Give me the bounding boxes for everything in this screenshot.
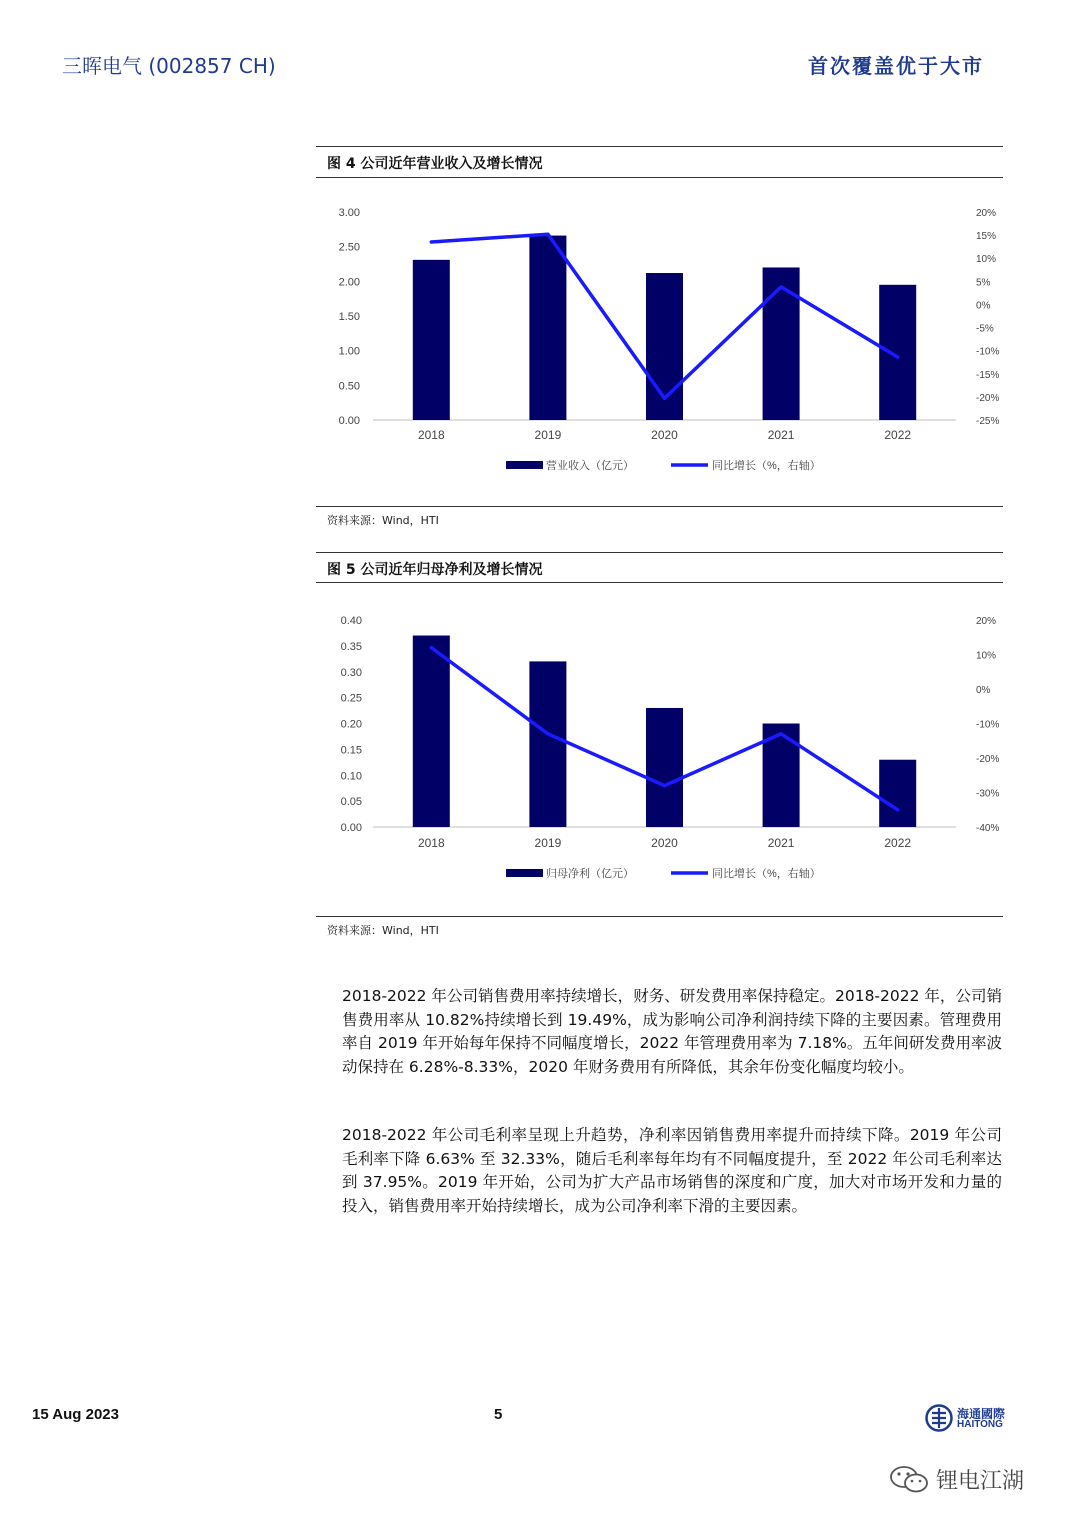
left-axis-tick-label: 1.00 [338, 345, 360, 358]
bar-2020 [646, 708, 683, 827]
x-tick-label: 2019 [534, 428, 562, 442]
left-axis-tick-label: 0.25 [340, 692, 362, 705]
right-axis-tick-label: 0% [976, 300, 991, 312]
legend-line-label: 同比增长（%，右轴） [712, 868, 821, 880]
x-tick-label: 2022 [884, 428, 912, 442]
x-tick-label: 2020 [651, 428, 678, 442]
left-axis-tick-label: 2.00 [338, 276, 360, 289]
figure-top-rule [316, 552, 1003, 553]
right-axis-tick-label: -10% [976, 719, 1000, 731]
right-axis-tick-label: -40% [976, 823, 1000, 834]
left-axis-tick-label: 2.50 [338, 241, 360, 254]
haitong-logo [925, 1402, 1015, 1434]
left-axis-tick-label: 0.10 [340, 770, 362, 783]
left-axis-tick-label: 0.20 [340, 718, 362, 731]
paragraph-margins: 2018-2022 年公司毛利率呈现上升趋势，净利率因销售费用率提升而持续下降。2019 年公司毛利率下降 6.63% 至 32.33%，随后毛利率每年均有不同幅度提升，至 2022 年公司毛利率达到 37.95%。2019 年开始，公司为扩大产品市场销售的深度和广度，加大对市场开发和力量的投入，销售费用率开始持续增长，成为公司净利率下滑的主要因素。 [342, 1126, 1002, 1215]
right-axis-tick-label: 10% [976, 650, 997, 662]
x-tick-label: 2018 [417, 428, 445, 442]
right-axis-tick-label: -20% [976, 392, 1000, 404]
figure-title-rule [316, 582, 1003, 583]
figure-title-rule [316, 177, 1003, 178]
paragraph-expense-ratios: 2018-2022 年公司销售费用率持续增长，财务、研发费用率保持稳定。2018-2022 年，公司销售费用率从 10.82%持续增长到 19.49%，成为影响公司净利润持续下降的主要因素。管理费用率自 2019 年开始每年保持不同幅度增长，2022 年管理费用率为 7.18%。五年间研发费用率波动保持在 6.28%-8.33%，2020 年财务费用有所降低，其余年份变化幅度均较小。 [342, 987, 1002, 1076]
net-profit-chart [316, 586, 1003, 916]
figure-top-rule [316, 146, 1003, 147]
right-axis-tick-label: 5% [976, 277, 991, 289]
wechat-icon [888, 1464, 930, 1496]
bar-2019 [529, 236, 566, 420]
watermark-text: 锂电江湖 [936, 1469, 1025, 1494]
figure-bottom-rule [316, 916, 1003, 917]
right-axis-tick-label: 20% [976, 208, 997, 219]
right-axis-tick-label: -10% [976, 346, 1000, 358]
bar-2019 [529, 661, 566, 827]
x-tick-label: 2019 [534, 836, 562, 850]
report-title: 三晖电气 (002857 CH) [62, 54, 276, 78]
bar-2021 [763, 267, 800, 420]
figure-source: 资料来源：Wind，HTI [327, 514, 439, 527]
figure-bottom-rule [316, 506, 1003, 507]
figure-source: 资料来源：Wind，HTI [327, 924, 439, 937]
footer-date: 15 Aug 2023 [32, 1406, 119, 1423]
left-axis-tick-label: 1.50 [338, 311, 360, 323]
x-tick-label: 2018 [417, 836, 445, 850]
figure-title: 图 4 公司近年营业收入及增长情况 [327, 156, 543, 172]
left-axis-tick-label: 0.00 [340, 822, 362, 834]
bar-2018 [413, 636, 450, 827]
right-axis-tick-label: 15% [976, 231, 997, 243]
left-axis-tick-label: 0.00 [338, 415, 360, 427]
right-axis-tick-label: -20% [976, 754, 1000, 765]
x-tick-label: 2021 [767, 428, 795, 442]
right-axis-tick-label: 20% [976, 616, 997, 627]
watermark [888, 1462, 1058, 1496]
left-axis-tick-label: 0.40 [340, 615, 362, 627]
left-axis-tick-label: 0.30 [340, 666, 362, 679]
legend-line-label: 同比增长（%，右轴） [712, 460, 821, 472]
right-axis-tick-label: 10% [976, 254, 997, 266]
figure-net-profit [316, 552, 1003, 942]
left-axis-tick-label: 0.50 [338, 380, 360, 393]
legend-bar-label: 营业收入（亿元） [546, 460, 634, 472]
right-axis-tick-label: -5% [976, 323, 994, 335]
right-axis-tick-label: 0% [976, 685, 991, 696]
bar-2022 [879, 760, 916, 827]
rating-label: 首次覆盖优于大市 [808, 54, 984, 78]
logo-cn-text: 海通國際 [957, 1407, 1006, 1421]
left-axis-tick-label: 3.00 [338, 207, 360, 219]
page-number: 5 [494, 1406, 503, 1423]
logo-en-text: HAITONG [957, 1419, 1003, 1430]
right-axis-tick-label: -15% [976, 369, 1000, 381]
figure-title: 图 5 公司近年归母净利及增长情况 [327, 562, 543, 578]
left-axis-tick-label: 0.05 [340, 796, 362, 809]
legend-bar-swatch [506, 869, 543, 877]
figure-revenue [316, 146, 1003, 532]
revenue-chart [316, 186, 1003, 506]
haitong-emblem-icon [925, 1404, 953, 1432]
right-axis-tick-label: -30% [976, 788, 1000, 800]
bar-2018 [413, 260, 450, 420]
x-tick-label: 2020 [651, 836, 678, 850]
bar-2022 [879, 285, 916, 420]
left-axis-tick-label: 0.15 [340, 744, 362, 757]
legend-bar-swatch [506, 461, 543, 469]
x-tick-label: 2022 [884, 836, 912, 850]
left-axis-tick-label: 0.35 [340, 640, 362, 653]
legend-bar-label: 归母净利（亿元） [546, 868, 634, 880]
x-tick-label: 2021 [767, 836, 795, 850]
right-axis-tick-label: -25% [976, 416, 1000, 427]
